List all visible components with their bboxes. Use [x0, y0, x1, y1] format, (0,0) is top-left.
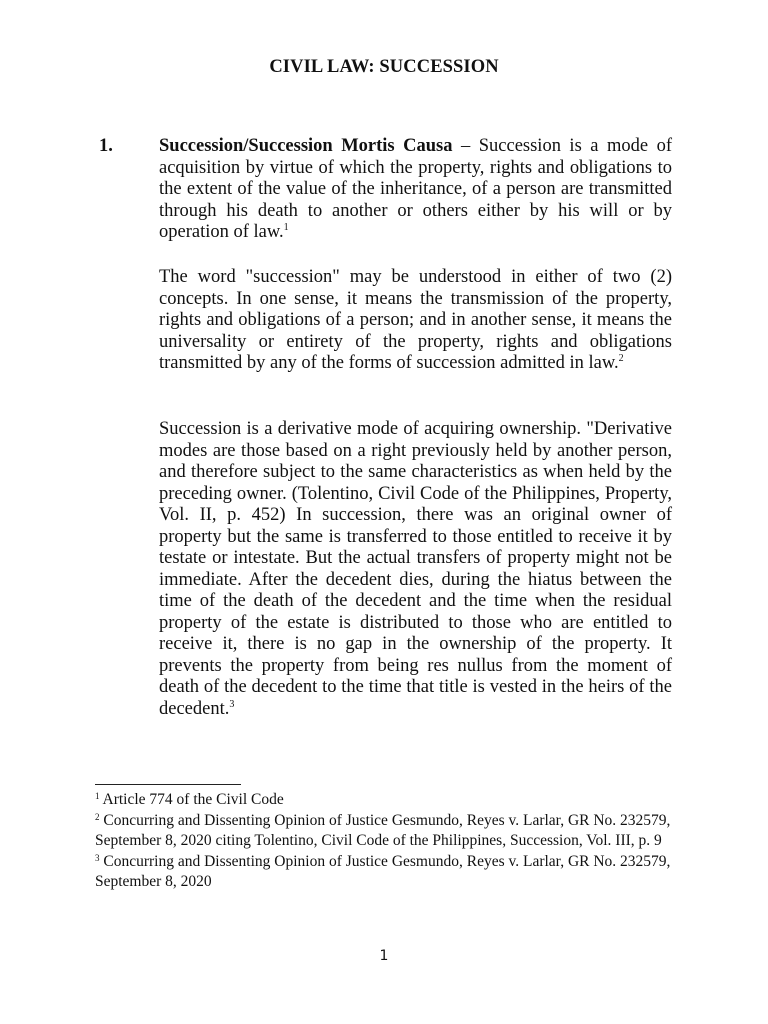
footnote-ref-1: 1	[283, 222, 289, 233]
footnote-text: Article 774 of the Civil Code	[99, 791, 284, 808]
footnote-1	[95, 790, 675, 811]
paragraph-definition-text: – Succession is a mode of acquisition by virtue of which the property, rights and obligations to the extent of the value of the inheritance, of a person are transmitted through his death to another or others either by his will or by operation of law.	[159, 136, 672, 242]
document-title: CIVIL LAW: SUCCESSION	[269, 57, 499, 77]
paragraph-definition	[159, 136, 672, 244]
footnote-ref-3: 3	[229, 698, 235, 710]
footnotes	[95, 790, 675, 893]
page-number: 1	[379, 948, 389, 964]
footnote-text: Concurring and Dissenting Opinion of Justice Gesmundo, Reyes v. Larlar, GR No. 232579, September 8, 2020	[95, 852, 671, 890]
lead-term: Succession/Succession Mortis Causa	[159, 136, 453, 156]
footnote-2	[95, 811, 675, 852]
footnote-mark: 1	[95, 791, 100, 801]
footnote-3	[95, 852, 675, 893]
footnote-mark: 2	[95, 811, 100, 822]
paragraph-concepts	[159, 267, 672, 375]
section-number: 1.	[99, 136, 113, 156]
paragraph-derivative-mode-text: Succession is a derivative mode of acquiring ownership. "Derivative modes are those based on a right previously held by another person, and therefore subject to the same characteristics as when held by the preceding owner. (Tolentino, Civil Code of the Philippines, Property, Vol. II, p. 452) In succession, there was an original owner of property but the same is transferred to those entitled to receive it by testate or intestate. But the actual transfers of property might not be immediate. After the decedent dies, during the hiatus between the time of the death of the decedent and the time when the residual property of the estate is distributed to those who are entitled to receive it, there is no gap in the ownership of the property. It prevents the property from being res nullus from the moment of death of the decedent to the time that title is vested in the heirs of the decedent.	[159, 419, 672, 719]
footnote-mark: 3	[95, 852, 100, 863]
footnote-text: Concurring and Dissenting Opinion of Justice Gesmundo, Reyes v. Larlar, GR No. 232579, September 8, 2020 citing Tolentino, Civil Code of the Philippines, Succession, Vol. III, p. 9	[95, 811, 671, 849]
paragraph-concepts-text: The word "succession" may be understood in either of two (2) concepts. In one sense, it means the transmission of the property, rights and obligations of a person; and in another sense, it means the universality or entirety of the property, rights and obligations transmitted by any of the forms of succession admitted in law.	[159, 267, 672, 373]
footnote-separator	[95, 784, 241, 785]
footnote-ref-2: 2	[618, 353, 624, 364]
paragraph-derivative-mode	[159, 419, 672, 720]
